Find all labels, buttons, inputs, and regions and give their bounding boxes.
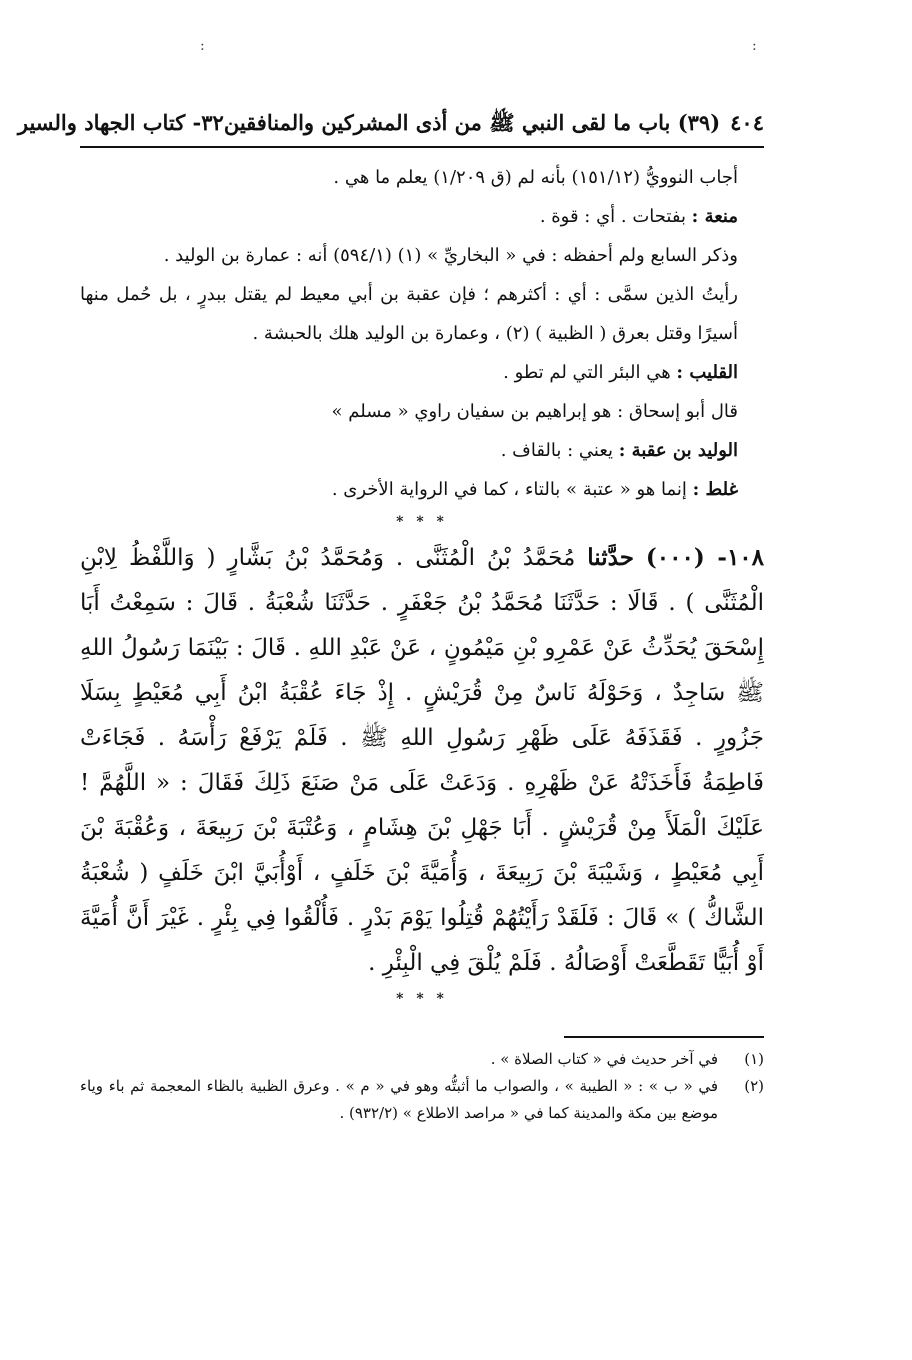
book-title: ٣٢- كتاب الجهاد والسير xyxy=(17,110,224,135)
running-header xyxy=(17,110,764,148)
scan-mark-right: : xyxy=(752,38,757,54)
commentary-line xyxy=(80,470,764,509)
section-separator: * * * xyxy=(396,514,448,530)
hadith-body: مُحَمَّدُ بْنُ الْمُثَنَّى . وَمُحَمَّدُ بْنُ بَشَّارٍ ( وَاللَّفْظُ لِابْنِ الْمُثَنَّى ) . قَالَا : حَدَّثَنَا مُحَمَّدُ بْنُ جَعْفَرٍ . حَدَّثَنَا شُعْبَةُ . قَالَ : سَمِعْتُ أَبَا إِسْحَقَ يُحَدِّثُ عَنْ عَمْرِو بْنِ مَيْمُونٍ ، عَنْ عَبْدِ اللهِ . قَالَ : بَيْنَمَا رَسُولُ اللهِ ﷺ سَاجِدٌ ، وَحَوْلَهُ نَاسٌ مِنْ قُرَيْشٍ . إِذْ جَاءَ عُقْبَةُ ابْنُ أَبِي مُعَيْطٍ بِسَلَا جَزُورٍ . فَقَذَفَهُ عَلَى ظَهْرِ رَسُولِ اللهِ ﷺ . فَلَمْ يَرْفَعْ رَأْسَهُ . فَجَاءَتْ فَاطِمَةُ فَأَخَذَتْهُ عَنْ ظَهْرِهِ . وَدَعَتْ عَلَى مَنْ صَنَعَ ذَلِكَ فَقَالَ : « اللَّهُمَّ ! عَلَيْكَ الْمَلَأَ مِنْ قُرَيْشٍ . أَبَا جَهْلِ بْنَ هِشَامٍ ، وَعُتْبَةَ بْنَ رَبِيعَةَ ، وَعُقْبَةَ بْنَ أَبِي مُعَيْطٍ ، وَشَيْبَةَ بْنَ رَبِيعَةَ ، وَأُمَيَّةَ بْنَ خَلَفٍ ، أَوْأُبَيَّ ابْنَ خَلَفٍ ( شُعْبَةُ الشَّاكُّ ) » قَالَ : فَلَقَدْ رَأَيْتُهُمْ قُتِلُوا يَوْمَ بَدْرٍ . فَأُلْقُوا فِي بِئْرٍ . غَيْرَ أَنَّ أُمَيَّةَ أَوْ أُبَيًّا تَقَطَّعَتْ أَوْصَالُهُ . فَلَمْ يُلْقَ فِي الْبِئْرِ . xyxy=(80,545,764,976)
footnote xyxy=(80,1046,764,1073)
section-separator-end: * * * xyxy=(396,991,448,1007)
footnote xyxy=(80,1073,764,1127)
commentary-line xyxy=(80,158,764,197)
hadith-opening: حدَّثنا xyxy=(587,544,634,571)
commentary-text: قال أبو إسحاق : هو إبراهيم بن سفيان راوي « مسلم » xyxy=(331,401,738,422)
hadith-text xyxy=(80,535,764,986)
commentary-line xyxy=(80,431,764,470)
footnote-number: (٢) xyxy=(744,1077,764,1095)
commentary-text: إنما هو « عتبة » بالتاء ، كما في الرواية الأخرى . xyxy=(331,479,693,500)
commentary-text: أجاب النوويُّ (١٥١/١٢) بأنه لم (ق ١/٢٠٩) يعلم ما هي . xyxy=(333,167,738,188)
chapter-title: (٣٩) باب ما لقى النبي ﷺ من أذى المشركين والمنافقين xyxy=(223,110,721,135)
scan-mark-left: : xyxy=(200,38,205,54)
commentary-text: وذكر السابع ولم أحفظه : في « البخاريِّ » (١) (٥٩٤/١) أنه : عمارة بن الوليد . xyxy=(163,245,738,266)
commentary xyxy=(80,158,764,509)
footnote-text: في « ب » : « الطيبة » ، والصواب ما أثبتُّه وهو في « م » . وعرق الظبية بالظاء المعجمة ثم باء وياء موضع بين مكة والمدينة كما في « مراصد الاطلاع » (٩٣٢/٢) . xyxy=(80,1077,718,1122)
commentary-line xyxy=(80,236,764,275)
footnotes xyxy=(80,1046,764,1127)
footnote-number: (١) xyxy=(744,1050,764,1068)
commentary-text: يعني : بالقاف . xyxy=(500,440,619,461)
commentary-line xyxy=(80,392,764,431)
page-number: ٤٠٤ xyxy=(730,110,764,135)
commentary-text: بفتحات . أي : قوة . xyxy=(539,206,692,227)
commentary-term: الوليد بن عقبة : xyxy=(618,440,738,461)
commentary-term: غلط : xyxy=(692,479,738,500)
hadith-number: ١٠٨- (٠٠٠) xyxy=(645,544,765,571)
commentary-term: القليب : xyxy=(676,362,738,383)
commentary-line xyxy=(80,275,764,353)
commentary-text: هي البئر التي لم تطو . xyxy=(503,362,677,383)
commentary-line xyxy=(80,353,764,392)
footnote-rule xyxy=(80,1036,764,1127)
commentary-term: منعة : xyxy=(691,206,738,227)
page xyxy=(17,110,765,1127)
footnote-text: في آخر حديث في « كتاب الصلاة » . xyxy=(490,1050,718,1068)
commentary-line xyxy=(80,197,764,236)
commentary-text: رأيتُ الذين سمَّى : أي : أكثرهم ؛ فإن عقبة بن أبي معيط لم يقتل ببدرٍ ، بل حُمل منها أسيرًا وقتل بعرق ( الظبية ) (٢) ، وعمارة بن الوليد هلك بالحبشة . xyxy=(80,284,738,344)
